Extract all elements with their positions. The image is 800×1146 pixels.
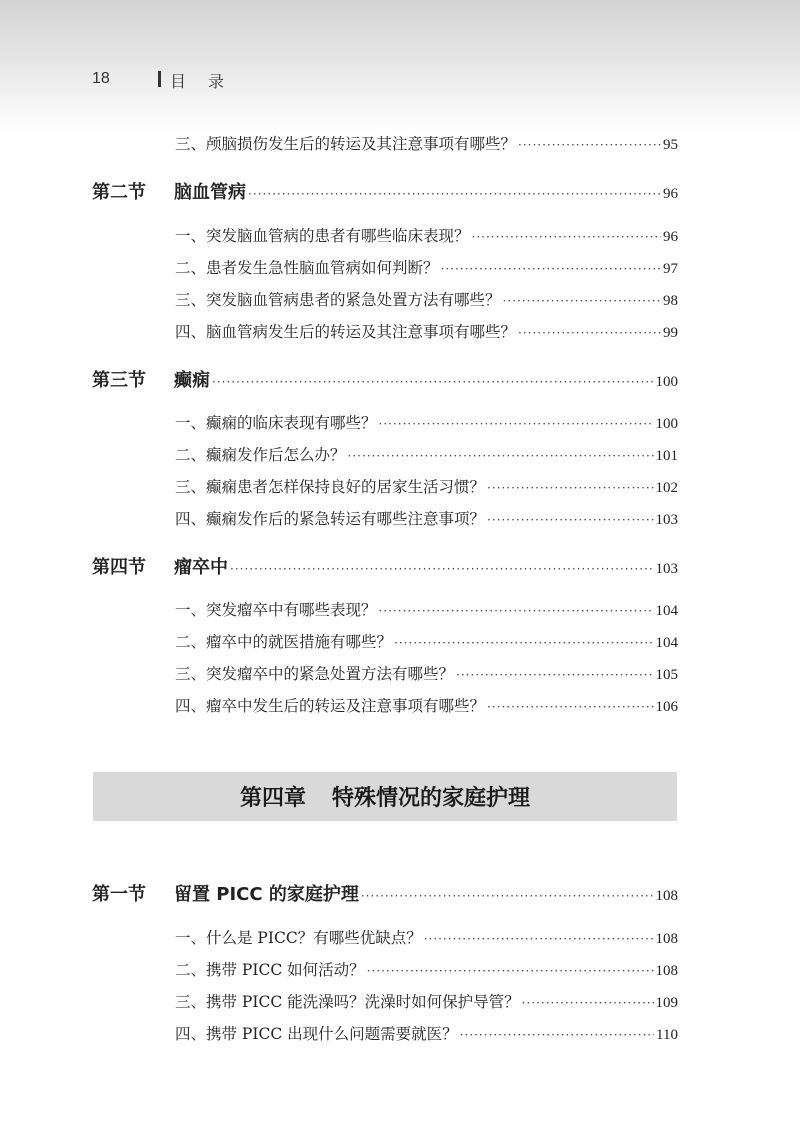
toc-item[interactable] bbox=[175, 475, 678, 497]
leader-dots bbox=[212, 375, 654, 389]
toc-item-page: 108 bbox=[655, 931, 678, 947]
leader-dots bbox=[518, 138, 661, 152]
toc-item-page: 105 bbox=[655, 667, 678, 683]
toc-item-page: 104 bbox=[655, 635, 678, 651]
toc-item-title: 一、突发瘤卒中有哪些表现？ bbox=[175, 601, 377, 619]
toc-item[interactable] bbox=[175, 224, 678, 246]
toc-item-title: 三、突发脑血管病患者的紧急处置方法有哪些？ bbox=[175, 291, 501, 309]
leader-dots bbox=[503, 294, 661, 308]
leader-dots bbox=[379, 417, 654, 431]
toc-item-title: 三、癫痫患者怎样保持良好的居家生活习惯？ bbox=[175, 478, 486, 496]
leader-dots bbox=[230, 562, 654, 576]
toc-item[interactable] bbox=[175, 926, 678, 948]
toc-item[interactable] bbox=[175, 132, 678, 154]
toc-item[interactable] bbox=[175, 598, 678, 620]
running-title: 目录 bbox=[170, 72, 247, 91]
page-number: 18 bbox=[92, 70, 110, 87]
header-divider-bar bbox=[158, 71, 161, 87]
section-title: 癫痫 bbox=[174, 370, 210, 391]
section-label: 第四节 bbox=[92, 557, 146, 578]
toc-item-title: 二、瘤卒中的就医措施有哪些？ bbox=[175, 633, 393, 651]
section-page: 103 bbox=[655, 561, 678, 577]
toc-item-title: 二、癫痫发作后怎么办？ bbox=[175, 446, 346, 464]
toc-section[interactable] bbox=[92, 366, 678, 392]
toc-item-page: 95 bbox=[663, 137, 678, 153]
toc-item-page: 108 bbox=[655, 963, 678, 979]
toc-item-page: 110 bbox=[656, 1027, 678, 1043]
leader-dots bbox=[379, 604, 654, 618]
toc-item-title: 三、突发瘤卒中的紧急处置方法有哪些？ bbox=[175, 665, 455, 683]
toc-item[interactable] bbox=[175, 1022, 678, 1044]
leader-dots bbox=[518, 326, 661, 340]
toc-item[interactable] bbox=[175, 288, 678, 310]
toc-item[interactable] bbox=[175, 443, 678, 465]
toc-item[interactable] bbox=[175, 662, 678, 684]
page-header-band bbox=[0, 0, 800, 135]
section-label: 第三节 bbox=[92, 370, 146, 391]
toc-item[interactable] bbox=[175, 320, 678, 342]
toc-item-page: 103 bbox=[655, 512, 678, 528]
leader-dots bbox=[348, 449, 654, 463]
leader-dots bbox=[441, 262, 661, 276]
chapter-title: 特殊情况的家庭护理 bbox=[332, 786, 531, 811]
toc-section[interactable] bbox=[92, 880, 678, 906]
toc-item-page: 98 bbox=[663, 293, 678, 309]
chapter-number: 第四章 bbox=[239, 786, 306, 811]
toc-item-title: 四、瘤卒中发生后的转运及注意事项有哪些？ bbox=[175, 697, 486, 715]
leader-dots bbox=[460, 1028, 654, 1042]
toc-section[interactable] bbox=[92, 178, 678, 204]
section-label: 第一节 bbox=[92, 884, 146, 905]
section-page: 96 bbox=[663, 186, 678, 202]
section-title: 瘤卒中 bbox=[174, 557, 228, 578]
toc-item-page: 109 bbox=[655, 995, 678, 1011]
leader-dots bbox=[487, 513, 653, 527]
toc-item-page: 99 bbox=[663, 325, 678, 341]
toc-item-page: 101 bbox=[655, 448, 678, 464]
toc-item[interactable] bbox=[175, 630, 678, 652]
leader-dots bbox=[394, 636, 653, 650]
leader-dots bbox=[456, 668, 653, 682]
toc-item[interactable] bbox=[175, 694, 678, 716]
toc-item-title: 三、颅脑损伤发生后的转运及其注意事项有哪些？ bbox=[175, 135, 517, 153]
toc-item-title: 一、什么是 PICC？有哪些优缺点？ bbox=[175, 929, 422, 947]
toc-item[interactable] bbox=[175, 507, 678, 529]
toc-item-page: 97 bbox=[663, 261, 678, 277]
toc-item-title: 四、携带 PICC 出现什么问题需要就医？ bbox=[175, 1025, 458, 1043]
toc-item-title: 三、携带 PICC 能洗澡吗？洗澡时如何保护导管？ bbox=[175, 993, 520, 1011]
leader-dots bbox=[522, 996, 654, 1010]
section-page: 108 bbox=[655, 888, 678, 904]
toc-item-page: 102 bbox=[655, 480, 678, 496]
leader-dots bbox=[487, 481, 653, 495]
section-page: 100 bbox=[655, 374, 678, 390]
toc-item-title: 二、患者发生急性脑血管病如何判断？ bbox=[175, 259, 439, 277]
leader-dots bbox=[472, 230, 661, 244]
leader-dots bbox=[424, 932, 654, 946]
leader-dots bbox=[248, 187, 661, 201]
toc-item-page: 104 bbox=[655, 603, 678, 619]
toc-item-page: 106 bbox=[655, 699, 678, 715]
toc-item[interactable] bbox=[175, 958, 678, 980]
toc-item-title: 四、癫痫发作后的紧急转运有哪些注意事项？ bbox=[175, 510, 486, 528]
leader-dots bbox=[487, 700, 653, 714]
toc-item-title: 二、携带 PICC 如何活动？ bbox=[175, 961, 365, 979]
chapter-heading[interactable] bbox=[93, 772, 677, 821]
toc-item[interactable] bbox=[175, 990, 678, 1012]
toc-section[interactable] bbox=[92, 553, 678, 579]
section-label: 第二节 bbox=[92, 182, 146, 203]
section-title: 留置 PICC 的家庭护理 bbox=[174, 884, 359, 905]
toc-item-title: 一、突发脑血管病的患者有哪些临床表现？ bbox=[175, 227, 470, 245]
toc-item-title: 四、脑血管病发生后的转运及其注意事项有哪些？ bbox=[175, 323, 517, 341]
toc-item-title: 一、癫痫的临床表现有哪些？ bbox=[175, 414, 377, 432]
section-title: 脑血管病 bbox=[174, 182, 246, 203]
toc-item[interactable] bbox=[175, 256, 678, 278]
leader-dots bbox=[367, 964, 654, 978]
toc-item-page: 100 bbox=[655, 416, 678, 432]
toc-item-page: 96 bbox=[663, 229, 678, 245]
leader-dots bbox=[361, 889, 654, 903]
toc-item[interactable] bbox=[175, 411, 678, 433]
